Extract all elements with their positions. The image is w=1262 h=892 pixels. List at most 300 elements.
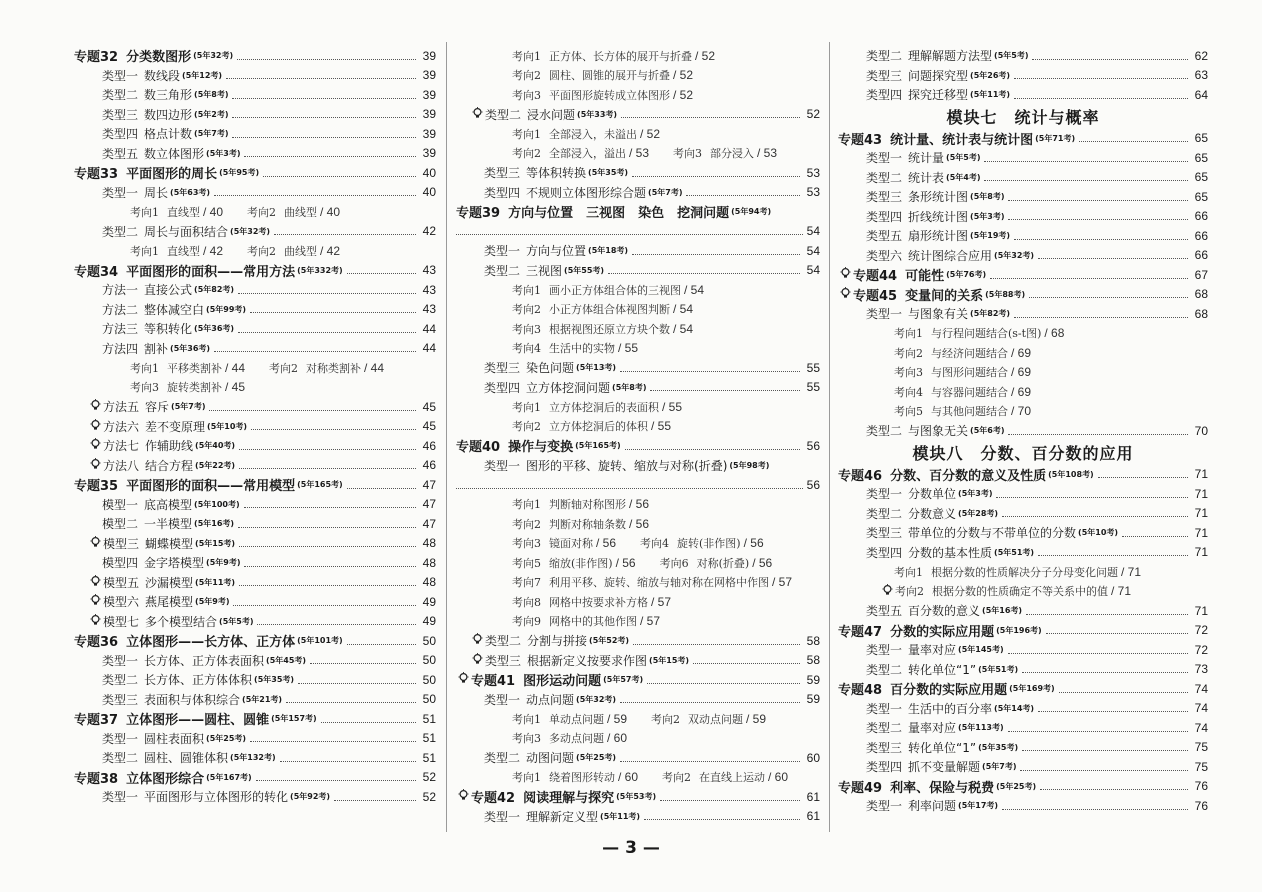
exam-count: (5年332考) — [297, 265, 343, 275]
subitem-page: / 54 — [673, 321, 694, 336]
type-title: 容斥 — [145, 400, 170, 415]
subitem-title: 正方体、长方体的展开与折叠 — [549, 49, 692, 63]
subitem-label: 考向3 — [894, 366, 923, 380]
exam-count: (5年52考) — [589, 636, 630, 646]
type-title: 数线段 — [144, 68, 181, 83]
toc-subitem-row — [838, 562, 1208, 582]
type-label: 类型五 — [866, 604, 903, 619]
type-title: 问题探究型 — [908, 68, 969, 83]
type-entry — [456, 105, 820, 125]
type-title: 利率问题 — [908, 799, 957, 814]
page-ref: 61 — [806, 809, 820, 824]
type-entry — [74, 183, 436, 203]
exam-count: (5年63考) — [170, 187, 211, 197]
module-title: 模块八 分数、百分数的应用 — [912, 444, 1134, 463]
subitem-title: 生活中的实物 — [549, 342, 615, 356]
page-ref: 68 — [1194, 306, 1208, 321]
type-title: 数三角形 — [144, 88, 193, 103]
exam-count: (5年82考) — [194, 285, 235, 295]
topic-entry — [456, 670, 820, 690]
lightbulb-icon — [470, 653, 484, 668]
page-ref: 58 — [806, 633, 820, 648]
subitem-page: / 52 — [695, 48, 716, 63]
exam-count: (5年55考) — [564, 265, 605, 275]
topic-entry — [74, 631, 436, 651]
dot-leader — [990, 277, 1188, 279]
type-title: 周长 — [144, 185, 169, 200]
subitem-label: 考向8 — [512, 595, 541, 609]
subitem-label: 考向1 — [512, 49, 541, 63]
page-ref: 66 — [1194, 228, 1208, 243]
topic-title: 图形运动问题 — [523, 674, 602, 690]
type-entry — [838, 246, 1208, 266]
type-label: 方法一 — [102, 283, 139, 298]
topic-entry — [74, 46, 436, 66]
type-title: 沙漏模型 — [145, 575, 194, 590]
type-label: 模型七 — [103, 614, 140, 629]
type-entry — [456, 241, 820, 261]
dot-leader — [238, 292, 416, 294]
type-entry — [456, 358, 820, 378]
page-ref: 50 — [422, 633, 436, 648]
exam-count: (5年32考) — [576, 694, 617, 704]
page-ref: 40 — [422, 185, 436, 200]
lightbulb-icon — [880, 584, 894, 599]
page-ref: 45 — [422, 419, 436, 434]
toc-subitem-row — [74, 202, 436, 222]
subitem-title: 与图形问题结合 — [931, 366, 1008, 380]
subitem-page: / 54 — [673, 302, 694, 317]
subitem-page: / 59 — [746, 711, 767, 726]
type-label: 类型一 — [102, 731, 139, 746]
toc-subitem-row — [456, 85, 820, 105]
type-title: 生活中的百分率 — [908, 701, 993, 716]
type-title: 探究迁移型 — [908, 88, 969, 103]
type-entry — [74, 66, 436, 86]
type-label: 类型一 — [102, 68, 139, 83]
type-label: 模型四 — [102, 556, 139, 571]
type-entry — [838, 207, 1208, 227]
subitem-label: 考向3 — [673, 147, 703, 161]
subitem-label: 考向1 — [512, 283, 541, 297]
subitem-title: 立方体挖洞后的表面积 — [549, 400, 659, 414]
page-ref: 59 — [806, 672, 820, 687]
exam-count: (5年7考) — [648, 187, 683, 197]
subitem-title: 全部浸入，未溢出 — [549, 127, 637, 141]
page-ref: 51 — [422, 750, 436, 765]
exam-count: (5年16考) — [982, 606, 1023, 616]
topic-title: 分类数图形 — [126, 50, 192, 66]
type-label: 类型二 — [866, 424, 903, 439]
dot-leader — [1098, 476, 1188, 478]
type-title: 转化单位“1” — [908, 740, 977, 755]
type-entry — [838, 796, 1208, 816]
page-ref: 75 — [1194, 759, 1208, 774]
page-ref: 47 — [422, 516, 436, 531]
subitem-page: / 68 — [1044, 326, 1065, 341]
exam-count: (5年12考) — [182, 70, 223, 80]
type-entry — [456, 631, 820, 651]
type-label: 类型一 — [484, 809, 521, 824]
type-title: 转化单位“1” — [908, 662, 977, 677]
lightbulb-icon — [88, 575, 102, 590]
subitem-page: / 52 — [673, 68, 694, 83]
topic-number: 专题46 — [838, 468, 883, 484]
toc-subitem-row — [456, 339, 820, 359]
page-ref: 39 — [422, 126, 436, 141]
type-label: 类型一 — [866, 487, 903, 502]
type-entry — [74, 124, 436, 144]
type-title: 蝴蝶模型 — [145, 536, 194, 551]
topic-title: 立体图形综合 — [126, 771, 205, 787]
exam-count: (5年10考) — [1078, 528, 1119, 538]
page-ref: 42 — [422, 224, 436, 239]
type-label: 类型三 — [484, 166, 521, 181]
exam-count: (5年14考) — [994, 703, 1035, 713]
subitem-title: 根据分数的性质解决分子分母变化问题 — [931, 565, 1118, 579]
exam-count: (5年132考) — [230, 753, 276, 763]
type-label: 类型一 — [866, 151, 903, 166]
exam-count: (5年8考) — [970, 192, 1005, 202]
toc-entry-continuation — [456, 475, 820, 495]
exam-count: (5年25考) — [576, 753, 617, 763]
type-title: 统计量 — [908, 151, 945, 166]
subitem-title: 与其他问题结合 — [931, 405, 1008, 419]
subitem-label: 考向2 — [651, 712, 681, 726]
exam-count: (5年9考) — [195, 597, 230, 607]
type-title: 直接公式 — [144, 283, 193, 298]
page-ref: 48 — [422, 555, 436, 570]
exam-count: (5年35考) — [588, 168, 629, 178]
exam-count: (5年2考) — [194, 109, 229, 119]
subitem-page: / 53 — [629, 146, 650, 161]
exam-count: (5年5考) — [994, 51, 1029, 61]
topic-number: 专题34 — [74, 264, 119, 280]
type-label: 类型二 — [102, 88, 139, 103]
subitem-label: 考向3 — [512, 322, 541, 336]
subitem-page: / 56 — [596, 536, 617, 551]
page-ref: 71 — [1194, 486, 1208, 501]
column-divider — [829, 42, 830, 832]
subitem-label: 考向2 — [269, 361, 299, 375]
dot-leader — [633, 643, 800, 645]
type-title: 统计图综合应用 — [908, 248, 993, 263]
page-ref: 39 — [422, 48, 436, 63]
topic-title: 平面图形的周长 — [126, 167, 218, 183]
subitem-title: 根据视图还原立方块个数 — [549, 322, 670, 336]
dot-leader — [1059, 691, 1188, 693]
type-label: 类型二 — [484, 751, 521, 766]
subitem-title: 与经济问题结合 — [931, 346, 1008, 360]
topic-title: 分数的实际应用题 — [890, 624, 995, 640]
type-entry — [838, 484, 1208, 504]
type-title: 浸水问题 — [527, 107, 576, 122]
topic-entry — [74, 163, 436, 183]
subitem-label: 考向7 — [512, 576, 541, 590]
type-label: 类型一 — [484, 244, 521, 259]
type-title: 三视图 — [526, 263, 563, 278]
topic-entry — [74, 709, 436, 729]
subitem-title: 直线型 — [167, 244, 200, 258]
type-label: 模型六 — [103, 595, 140, 610]
toc-subitem-row — [456, 280, 820, 300]
type-label: 类型三 — [866, 526, 903, 541]
dot-leader — [1008, 218, 1188, 220]
subitem-title: 部分浸入 — [710, 147, 755, 161]
toc-subitem-row — [456, 397, 820, 417]
exam-count: (5年36考) — [170, 343, 211, 353]
subitem-page: / 60 — [618, 770, 639, 785]
page-ref: 46 — [422, 458, 436, 473]
type-title: 抓不变量解题 — [908, 760, 981, 775]
type-entry — [74, 573, 436, 593]
exam-count: (5年71考) — [1035, 133, 1076, 143]
type-title: 动点问题 — [526, 692, 575, 707]
dot-leader — [1040, 788, 1188, 790]
topic-title: 分数、百分数的意义及性质 — [890, 468, 1047, 484]
type-title: 整体减空白 — [144, 302, 205, 317]
subitem-label: 考向2 — [247, 205, 277, 219]
subitem-title: 绕着图形转动 — [549, 771, 615, 785]
lightbulb-icon — [456, 789, 470, 804]
page-ref: 71 — [1194, 603, 1208, 618]
page-ref: 71 — [1194, 467, 1208, 482]
type-entry — [456, 456, 820, 476]
exam-count: (5年8考) — [194, 90, 229, 100]
type-label: 类型二 — [102, 751, 139, 766]
dot-leader — [244, 155, 416, 157]
type-label: 类型一 — [866, 701, 903, 716]
exam-count: (5年28考) — [958, 508, 999, 518]
subitem-label: 考向2 — [895, 585, 924, 599]
exam-count: (5年5考) — [219, 616, 254, 626]
dot-leader — [984, 160, 1188, 162]
page-ref: 54 — [806, 243, 820, 258]
type-label: 类型一 — [102, 185, 139, 200]
exam-count: (5年33考) — [577, 109, 618, 119]
toc-subitem-row — [456, 66, 820, 86]
type-title: 量率对应 — [908, 643, 957, 658]
type-entry — [456, 183, 820, 203]
type-entry — [838, 46, 1208, 66]
dot-leader — [347, 272, 416, 274]
exam-count: (5年157考) — [271, 714, 317, 724]
type-title: 等体积转换 — [526, 166, 587, 181]
type-label: 类型二 — [102, 673, 139, 688]
dot-leader — [232, 97, 416, 99]
subitem-page: / 70 — [1011, 404, 1032, 419]
type-title: 割补 — [144, 341, 169, 356]
topic-number: 专题44 — [853, 269, 898, 285]
exam-count: (5年4考) — [946, 172, 981, 182]
page-ref: 49 — [422, 594, 436, 609]
page-ref: 58 — [806, 653, 820, 668]
page-ref: 40 — [422, 165, 436, 180]
exam-count: (5年95考) — [219, 168, 260, 178]
topic-entry — [838, 129, 1208, 149]
lightbulb-icon — [88, 536, 102, 551]
dot-leader — [286, 701, 416, 703]
type-entry — [456, 261, 820, 281]
type-entry — [838, 226, 1208, 246]
type-entry — [74, 612, 436, 632]
lightbulb-icon — [470, 107, 484, 122]
page-ref: 54 — [806, 263, 820, 278]
page-ref: 43 — [422, 263, 436, 278]
topic-entry — [838, 679, 1208, 699]
exam-count: (5年3考) — [970, 211, 1005, 221]
toc-subitem-row — [74, 241, 436, 261]
type-entry — [74, 339, 436, 359]
subitem-title: 对称(折叠) — [696, 556, 750, 570]
page-ref: 65 — [1194, 170, 1208, 185]
toc-subitem-row — [456, 768, 820, 788]
page-ref: 53 — [806, 185, 820, 200]
dot-leader — [238, 526, 416, 528]
toc-subitem-row — [456, 417, 820, 437]
type-label: 类型四 — [866, 545, 903, 560]
type-entry — [838, 660, 1208, 680]
dot-leader — [1008, 730, 1188, 732]
subitem-page: / 69 — [1011, 384, 1032, 399]
page-ref: 39 — [422, 87, 436, 102]
type-entry — [74, 787, 436, 807]
dot-leader — [256, 779, 416, 781]
dot-leader — [620, 370, 800, 372]
type-entry — [838, 543, 1208, 563]
subitem-page: / 40 — [203, 204, 224, 219]
toc-column-1 — [74, 46, 436, 807]
subitem-label: 考向2 — [512, 420, 541, 434]
type-label: 类型一 — [102, 653, 139, 668]
topic-number: 专题40 — [456, 440, 501, 456]
type-entry — [74, 534, 436, 554]
dot-leader — [632, 253, 800, 255]
subitem-title: 单动点问题 — [549, 712, 604, 726]
type-label: 类型二 — [485, 634, 522, 649]
page-ref: 60 — [806, 750, 820, 765]
subitem-title: 多动点问题 — [549, 732, 604, 746]
type-label: 类型二 — [866, 721, 903, 736]
type-title: 圆柱、圆锥体积 — [144, 751, 229, 766]
subitem-title: 判断对称轴条数 — [549, 517, 626, 531]
exam-count: (5年10考) — [207, 421, 248, 431]
exam-count: (5年11考) — [195, 577, 236, 587]
exam-count: (5年165考) — [297, 480, 343, 490]
subitem-label: 考向2 — [512, 147, 541, 161]
page-ref: 45 — [422, 399, 436, 414]
type-entry — [838, 601, 1208, 621]
exam-count: (5年32考) — [230, 226, 271, 236]
page-ref: 56 — [806, 438, 820, 453]
toc-subitem-row — [456, 573, 820, 593]
type-label: 模型三 — [103, 536, 140, 551]
subitem-title: 曲线型 — [284, 244, 318, 258]
exam-count: (5年18考) — [588, 246, 629, 256]
dot-leader — [1014, 316, 1188, 318]
topic-entry — [456, 202, 820, 222]
dot-leader — [1026, 613, 1188, 615]
dot-leader — [280, 760, 416, 762]
dot-leader — [456, 487, 803, 489]
dot-leader — [214, 194, 416, 196]
exam-count: (5年45考) — [266, 655, 307, 665]
page-ref: 55 — [806, 380, 820, 395]
subitem-page: / 45 — [225, 380, 246, 395]
dot-leader — [239, 448, 416, 450]
type-label: 类型四 — [866, 760, 903, 775]
type-title: 一半模型 — [144, 517, 193, 532]
exam-count: (5年88考) — [985, 289, 1026, 299]
subitem-title: 网格中的其他作图 — [549, 615, 637, 629]
page-ref: 67 — [1194, 267, 1208, 282]
type-entry — [838, 66, 1208, 86]
type-label: 类型一 — [484, 458, 521, 473]
topic-number: 专题37 — [74, 713, 119, 729]
topic-title: 立体图形——圆柱、圆锥 — [126, 713, 270, 729]
topic-number: 专题45 — [853, 288, 898, 304]
topic-title: 利率、保险与税费 — [890, 780, 995, 796]
subitem-page: / 44 — [364, 360, 385, 375]
page-ref: 39 — [422, 68, 436, 83]
page-ref: 47 — [422, 477, 436, 492]
subitem-page: / 44 — [225, 360, 246, 375]
type-entry — [74, 300, 436, 320]
dot-leader — [1029, 296, 1188, 298]
page-ref: 54 — [806, 224, 820, 239]
exam-count: (5年35考) — [978, 742, 1019, 752]
subitem-title: 平面图形旋转成立体图形 — [549, 88, 670, 102]
dot-leader — [650, 389, 800, 391]
type-entry — [74, 651, 436, 671]
type-entry — [838, 187, 1208, 207]
subitem-label: 考向1 — [130, 244, 159, 258]
exam-count: (5年17考) — [958, 801, 999, 811]
page-ref: 71 — [1194, 545, 1208, 560]
topic-number: 专题39 — [456, 206, 501, 222]
type-title: 数四边形 — [144, 107, 193, 122]
exam-count: (5年98考) — [729, 460, 770, 470]
type-label: 类型三 — [102, 692, 139, 707]
exam-count: (5年32考) — [994, 250, 1035, 260]
topic-title: 平面图形的面积——常用模型 — [126, 479, 296, 495]
type-label: 模型一 — [102, 497, 139, 512]
page-ref: 73 — [1194, 662, 1208, 677]
toc-subitem-row — [456, 612, 820, 632]
subitem-title: 与行程问题结合(s-t图) — [931, 327, 1042, 341]
exam-count: (5年101考) — [297, 636, 343, 646]
type-title: 等积转化 — [144, 322, 193, 337]
subitem-page: / 42 — [320, 243, 341, 258]
toc-column-3 — [838, 46, 1208, 816]
type-label: 类型二 — [866, 506, 903, 521]
page-ref: 44 — [422, 321, 436, 336]
type-label: 类型三 — [102, 107, 139, 122]
type-title: 量率对应 — [908, 721, 957, 736]
type-entry — [838, 738, 1208, 758]
type-title: 多个模型结合 — [145, 614, 218, 629]
exam-count: (5年15考) — [649, 655, 690, 665]
page-ref: 50 — [422, 692, 436, 707]
type-title: 数立体图形 — [144, 146, 205, 161]
type-entry — [74, 495, 436, 515]
subitem-title: 镜面对称 — [549, 537, 593, 551]
subitem-page: / 57 — [772, 575, 793, 590]
toc-entry-continuation — [456, 222, 820, 242]
type-entry — [74, 690, 436, 710]
lightbulb-icon — [88, 399, 102, 414]
subitem-title: 圆柱、圆锥的展开与折叠 — [549, 69, 670, 83]
